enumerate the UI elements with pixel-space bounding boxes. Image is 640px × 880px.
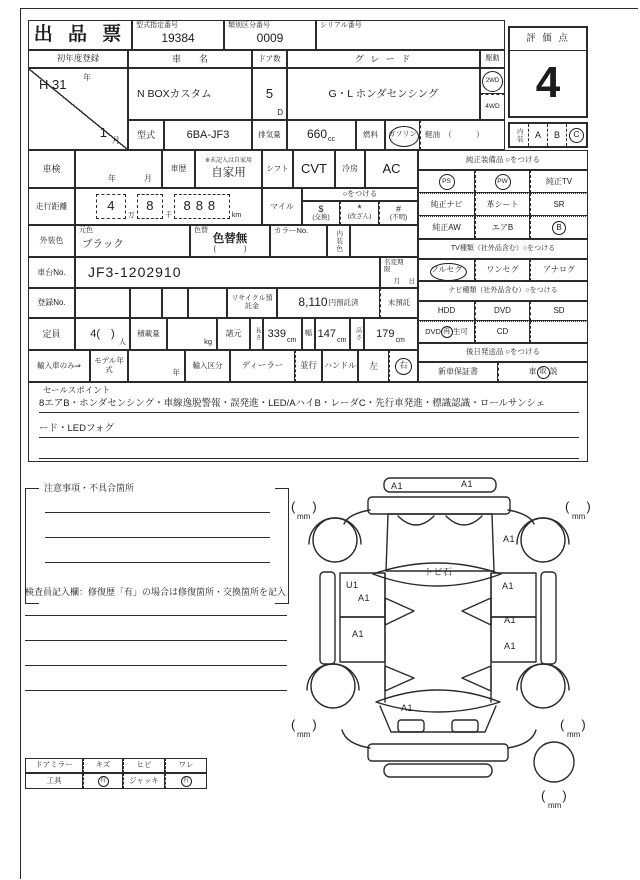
color-change-cell — [190, 225, 270, 257]
color-no-cell — [270, 225, 327, 257]
displacement-number: 660 — [306, 127, 328, 142]
selection-circle-icon: 有 — [98, 776, 109, 787]
history-label: 車歴 — [162, 150, 195, 188]
first-reg-year-unit: 年 — [83, 73, 91, 82]
interior-grade-label: 内装 — [515, 127, 523, 143]
damage-mark-rear-right-door-2: A1 — [504, 641, 517, 651]
damage-mark-front-right: A1 — [461, 479, 474, 489]
recycle-deposited: 円預託済 — [328, 297, 359, 307]
equip-header: 純正装備品 ○をつける — [418, 150, 588, 170]
reg-no-cell-3 — [162, 288, 188, 318]
measure-bracket: ( ) — [560, 717, 588, 732]
grade-header: グ レ ー ド — [287, 50, 480, 68]
class-no-label: 類別区分番号 — [228, 22, 270, 29]
import-type-label: 輸入区分 — [185, 350, 230, 382]
drive-2wd-cell — [480, 68, 505, 94]
page-title: 出 品 票 — [28, 20, 132, 50]
score-value: 4 — [535, 58, 561, 108]
mark-unknown-symbol: # — [395, 204, 401, 215]
legend-mirror: ドアミラー — [25, 758, 83, 773]
car-manual-pre: 車 — [528, 367, 537, 377]
fuel-label: 燃料 — [356, 120, 385, 150]
mark-exchange-cell — [302, 201, 340, 225]
doors-count: 5 — [265, 85, 274, 101]
notes-line — [45, 512, 270, 513]
length-value: 339 — [267, 327, 286, 340]
selection-circle-icon: 再 — [441, 326, 453, 338]
import-dealer: ディーラー — [230, 350, 295, 382]
mark-exchange-symbol: $ — [318, 204, 324, 215]
equip-airbag: エアB — [475, 216, 530, 239]
height-label: 高さ — [350, 318, 364, 350]
equip-tv: 純正TV — [530, 170, 588, 193]
interior-grade-box — [508, 122, 588, 148]
inspector-line — [25, 640, 287, 641]
handle-right-cell — [389, 350, 418, 382]
measure-bracket: ( ) — [291, 499, 319, 514]
model-approval-label: 型式指定番号 — [136, 22, 178, 29]
width-unit: cm — [337, 336, 347, 344]
first-reg-month: 1 — [99, 125, 107, 141]
tv-oneseg: ワンセグ — [475, 259, 530, 281]
new-car-warranty: 新車保証書 — [418, 362, 498, 382]
shaken-month-unit: 月 — [144, 173, 152, 183]
shift-label: シフト — [262, 150, 293, 188]
shift-value: CVT — [293, 150, 335, 188]
odometer-digit-box: 8 — [137, 194, 163, 219]
mark-header: ○をつける — [302, 188, 418, 201]
measure-bracket: ( ) — [565, 499, 593, 514]
doors-unit: D — [277, 107, 283, 117]
handle-label: ハンドル — [322, 350, 358, 382]
legend-scratch: キズ — [83, 758, 123, 773]
orig-color-cell — [75, 225, 190, 257]
color-no-label: カラーNo. — [274, 226, 309, 235]
tv-type-header: TV種類（社外品含む）○をつける — [418, 239, 588, 259]
measure-unit: mm — [567, 730, 581, 739]
reg-no-cell-4 — [188, 288, 227, 318]
equip-sr: SR — [530, 193, 588, 216]
aircon-label: 冷房 — [335, 150, 365, 188]
rename-deadline-md: 月 日 — [393, 277, 415, 285]
length-unit: cm — [287, 336, 297, 344]
selection-circle-icon: PS — [439, 174, 455, 190]
selection-circle-icon: C — [569, 128, 584, 143]
import-only-label: 輸入車のみ⇒ — [28, 350, 90, 382]
damage-diagram — [288, 470, 640, 880]
reg-no-cell-2 — [130, 288, 162, 318]
grade-value: G・L ホンダセンシング — [287, 68, 480, 120]
car-manual-post: 説 — [549, 367, 558, 377]
height-value-cell — [364, 318, 418, 350]
damage-mark-rear-left-door: A1 — [352, 629, 365, 639]
chassis-value: JF3-1202910 — [75, 257, 380, 288]
mark-tamper-label: (改ざん) — [347, 212, 372, 220]
car-manual-cell — [498, 362, 588, 382]
sales-points-box — [28, 382, 588, 462]
damage-mark-right-fender: A1 — [503, 534, 516, 544]
inspector-line — [25, 690, 287, 691]
measure-bracket: ( ) — [291, 717, 319, 732]
width-value: 147 — [317, 327, 336, 340]
tv-fullseg: フルセグ — [430, 265, 463, 275]
selection-circle-icon: 右 — [395, 358, 412, 375]
height-unit: cm — [395, 336, 405, 344]
interior-grade-b: B — [547, 124, 566, 146]
car-name-header: 車 名 — [128, 50, 252, 68]
inspector-line — [25, 615, 287, 616]
displacement-value — [287, 120, 356, 150]
measure-unit: mm — [548, 801, 562, 810]
mileage-unit: km — [231, 211, 242, 219]
recycle-amount: 8,110 — [298, 295, 328, 310]
odometer-digit-box: 4 — [96, 194, 126, 219]
measure-unit: mm — [297, 730, 311, 739]
rename-deadline-label: 名変期限 — [384, 259, 404, 274]
score-label: 評 価 点 — [510, 28, 586, 51]
fuel-diesel-cell — [420, 120, 505, 150]
legend-tool: 工具 — [25, 773, 83, 789]
int-color-label: 内装色 — [327, 225, 350, 257]
load-value-cell — [167, 318, 217, 350]
sales-points-line3 — [39, 443, 579, 459]
drive-header: 駆動 — [480, 50, 505, 68]
odometer-digit-box: 888 — [174, 194, 230, 219]
car-name-value: N BOXカスタム — [128, 68, 252, 120]
legend-break-has — [165, 773, 207, 789]
mark-exchange-label: (交換) — [312, 214, 330, 222]
mark-tamper-symbol: * — [357, 202, 362, 215]
damage-mark-rear-window: A1 — [401, 703, 414, 713]
selection-circle-icon: 2WD — [482, 71, 503, 92]
model-code-value: 6BA-JF3 — [164, 120, 252, 150]
length-label: 長さ — [250, 318, 263, 350]
fuel-gasoline: ガソリン — [388, 130, 417, 138]
aircon-value: AC — [365, 150, 418, 188]
color-change-value: 色替無 — [212, 232, 248, 245]
damage-mark-front-left-door-a1: A1 — [358, 593, 371, 603]
damage-mark-front-left: A1 — [391, 481, 404, 491]
sales-points-line1: 8エアB・ホンダセンシング・車線逸脱警報・誤発進・LED/AハイB・レーダC・先行車発進・標識認識・ロールサンシェ — [39, 396, 579, 413]
fuel-diesel: 軽油 — [425, 129, 440, 139]
dvd-playable-cell — [418, 321, 475, 343]
model-approval-cell — [132, 20, 224, 50]
chassis-label: 車台No. — [28, 257, 75, 288]
dvd-playable-post: 生可 — [452, 326, 468, 336]
capacity-value: 4( ) — [90, 327, 115, 340]
equip-abs — [530, 216, 588, 239]
legend-scratch-has — [83, 773, 123, 789]
doors-header: ドア数 — [252, 50, 287, 68]
reg-no-cell-1 — [75, 288, 130, 318]
navi-type-header: ナビ種類（社外品含む）○をつける — [418, 281, 588, 301]
damage-mark-front-right-door: A1 — [502, 581, 515, 591]
serial-label: シリアル番号 — [320, 22, 362, 29]
model-year-unit: 年 — [172, 368, 180, 378]
displacement-label: 排気量 — [252, 120, 287, 150]
history-note: ※未記入は自家用 — [204, 157, 253, 164]
selection-circle-icon: PW — [495, 174, 511, 190]
height-value: 179 — [376, 327, 395, 340]
mileage-sen-unit: 千 — [164, 211, 172, 219]
shaken-year-unit: 年 — [108, 173, 116, 183]
dims-label: 諸元 — [217, 318, 250, 350]
rename-deadline-cell — [380, 257, 418, 288]
measure-unit: mm — [297, 512, 311, 521]
selection-circle-icon: B — [552, 221, 566, 235]
recycle-value-cell — [277, 288, 380, 318]
width-value-cell — [315, 318, 350, 350]
navi-hdd: HDD — [418, 301, 475, 321]
load-unit: kg — [204, 337, 212, 347]
length-value-cell — [263, 318, 302, 350]
selection-circle-icon: 有 — [181, 776, 192, 787]
history-value: 自家用 — [211, 166, 246, 179]
int-color-value — [350, 225, 418, 257]
width-label: 幅 — [302, 318, 315, 350]
mark-tamper-cell — [340, 201, 379, 225]
first-reg-month-unit: 月 — [112, 135, 120, 145]
capacity-label: 定員 — [28, 318, 75, 350]
damage-mark-rear-right-door-1: A1 — [504, 615, 517, 625]
mark-unknown-cell — [379, 201, 418, 225]
first-reg-era: H 31 — [39, 77, 67, 92]
legend-break: ワレ — [165, 758, 207, 773]
sales-points-label: セールスポイント — [43, 385, 111, 395]
recycle-label: リサイクル預託金 — [227, 288, 277, 318]
displacement-unit: cc — [328, 135, 336, 143]
equip-aw: 純正AW — [418, 216, 475, 239]
damage-mark-windshield: トビ石 — [424, 567, 453, 577]
equip-pw — [475, 170, 530, 193]
selection-circle-icon: 取 — [537, 366, 550, 379]
handle-left: 左 — [358, 350, 389, 382]
doors-value — [252, 68, 287, 120]
car-top-view-diagram — [288, 470, 640, 880]
fuel-paren: （ ） — [444, 130, 484, 140]
equip-leather: 革シート — [475, 193, 530, 216]
import-parallel: 並行 — [295, 350, 322, 382]
first-reg-header: 初年度登録 — [28, 50, 128, 68]
fuel-gasoline-cell — [385, 120, 420, 150]
model-approval-value: 19384 — [161, 30, 195, 45]
capacity-value-cell — [75, 318, 130, 350]
navi-cd: CD — [475, 321, 530, 343]
color-change-paren: ( ) — [213, 246, 247, 254]
orig-color-label: 元色 — [79, 227, 93, 234]
model-code-label: 型式 — [128, 120, 164, 150]
inspector-note: 検査員記入欄：修復歴「有」の場合は修復箇所・交換箇所を記入 — [25, 587, 287, 597]
measure-bracket: ( ) — [541, 788, 569, 803]
interior-grade-c — [566, 124, 586, 146]
measure-unit: mm — [572, 512, 586, 521]
ship-later-header: 後日発送品 ○をつける — [418, 343, 588, 362]
model-year-value-cell — [128, 350, 185, 382]
ext-color-label: 外装色 — [28, 225, 75, 257]
mileage-value — [75, 188, 262, 225]
damage-mark-front-left-door-u1: U1 — [346, 580, 359, 590]
legend-crack: ヒビ — [123, 758, 165, 773]
notes-line — [45, 562, 270, 563]
reg-no-label: 登録No. — [28, 288, 75, 318]
recycle-not-deposited: 未預託 — [380, 288, 418, 318]
interior-grade-a: A — [528, 124, 547, 146]
navi-empty-cell — [530, 321, 588, 343]
shaken-date-cell — [75, 150, 162, 188]
serial-cell — [316, 20, 505, 50]
mile-cell: マイル — [262, 188, 302, 225]
capacity-unit: 人 — [119, 338, 126, 346]
drive-4wd-cell: 4WD — [480, 94, 505, 120]
equip-navi: 純正ナビ — [418, 193, 475, 216]
class-no-value: 0009 — [256, 30, 284, 45]
tv-analog: アナログ — [530, 259, 588, 281]
equip-ps — [418, 170, 475, 193]
navi-dvd: DVD — [475, 301, 530, 321]
mileage-man-unit: 万 — [127, 211, 135, 219]
shaken-label: 車検 — [28, 150, 75, 188]
tv-fullseg-cell — [418, 259, 475, 281]
score-box — [508, 26, 588, 118]
model-year-label: モデル年式 — [90, 350, 128, 382]
class-no-cell — [224, 20, 316, 50]
orig-color-value: ブラック — [82, 237, 124, 250]
load-label: 積載量 — [130, 318, 167, 350]
first-reg-value — [28, 68, 128, 150]
dvd-playable-pre: DVD — [425, 326, 441, 336]
history-cell — [195, 150, 262, 188]
mark-unknown-label: (不明) — [389, 214, 408, 222]
inspector-line — [25, 665, 287, 666]
notes-label: 注意事項・不具合箇所 — [44, 483, 135, 493]
sales-points-line2: ード・LEDフォグ — [39, 421, 579, 438]
legend-jack: ジャッキ — [123, 773, 165, 789]
color-change-label: 色替 — [194, 227, 208, 234]
mileage-label: 走行距離 — [28, 188, 75, 225]
navi-sd: SD — [530, 301, 588, 321]
notes-line — [45, 537, 270, 538]
